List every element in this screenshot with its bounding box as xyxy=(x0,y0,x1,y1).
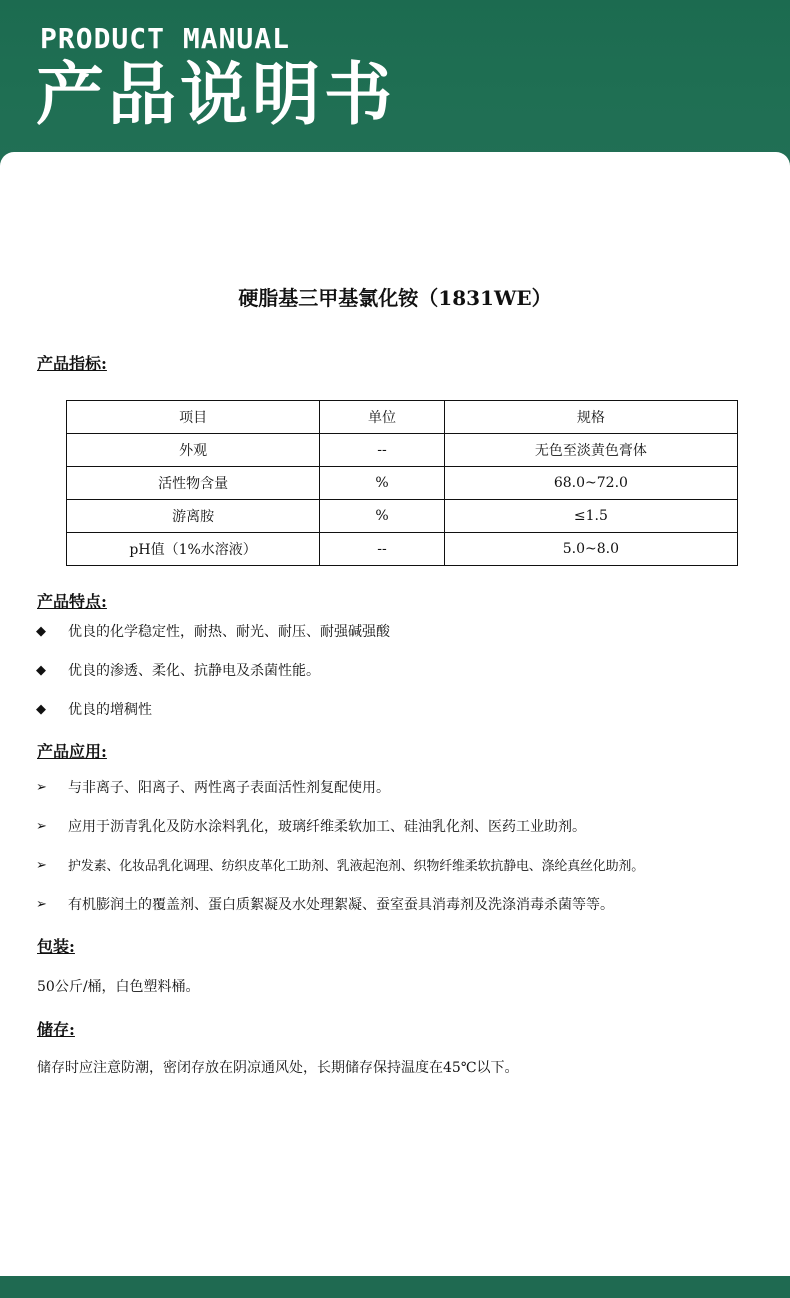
list-item-text: 护发素、化妆品乳化调理、纺织皮革化工助剂、乳液起泡剂、织物纤维柔软抗静电、涤纶真丝化助剂。 xyxy=(68,859,645,874)
header-banner xyxy=(0,0,790,160)
list-item-text: 优良的增稠性 xyxy=(68,702,152,718)
table-row xyxy=(67,434,738,467)
list-item-text: 优良的化学稳定性，耐热、耐光、耐压、耐强碱强酸 xyxy=(68,624,390,640)
table-cell: -- xyxy=(320,434,445,467)
table-header-cell: 规格 xyxy=(444,401,737,434)
table-row xyxy=(67,500,738,533)
table-header-cell: 项目 xyxy=(67,401,320,434)
table-header-row xyxy=(67,401,738,434)
diamond-bullet-icon: ◆ xyxy=(36,702,46,717)
list-item xyxy=(36,855,644,894)
table-cell: 68.0~72.0 xyxy=(444,467,737,500)
table-header-cell: 单位 xyxy=(320,401,445,434)
list-item xyxy=(36,816,644,855)
indicators-table xyxy=(66,400,738,566)
packaging-heading: 包装: xyxy=(37,937,75,956)
list-item-text: 应用于沥青乳化及防水涂料乳化，玻璃纤维柔软加工、硅油乳化剂、医药工业助剂。 xyxy=(68,819,586,835)
arrow-bullet-icon: ➢ xyxy=(36,897,47,912)
arrow-bullet-icon: ➢ xyxy=(36,858,47,873)
features-list xyxy=(36,621,390,738)
list-item-text: 有机膨润土的覆盖剂、蛋白质絮凝及水处理絮凝、蚕室蚕具消毒剂及洗涤消毒杀菌等等。 xyxy=(68,897,614,913)
arrow-bullet-icon: ➢ xyxy=(36,819,47,834)
diamond-bullet-icon: ◆ xyxy=(36,663,46,678)
list-item xyxy=(36,777,644,816)
list-item xyxy=(36,894,644,933)
table-cell: ≤1.5 xyxy=(444,500,737,533)
table-row xyxy=(67,533,738,566)
list-item xyxy=(36,621,390,660)
arrow-bullet-icon: ➢ xyxy=(36,780,47,795)
storage-text: 储存时应注意防潮，密闭存放在阴凉通风处，长期储存保持温度在45℃以下。 xyxy=(37,1060,519,1076)
storage-heading: 储存: xyxy=(37,1020,75,1039)
list-item xyxy=(36,699,390,738)
table-cell: -- xyxy=(320,533,445,566)
header-title-en: PRODUCT MANUAL xyxy=(40,22,291,55)
table-row xyxy=(67,467,738,500)
table-cell: % xyxy=(320,500,445,533)
diamond-bullet-icon: ◆ xyxy=(36,624,46,639)
applications-heading: 产品应用: xyxy=(37,742,107,761)
indicators-heading: 产品指标: xyxy=(37,354,107,373)
list-item-text: 与非离子、阳离子、两性离子表面活性剂复配使用。 xyxy=(68,780,390,796)
table-cell: 5.0~8.0 xyxy=(444,533,737,566)
header-title-cn: 产品说明书 xyxy=(36,56,397,135)
features-heading: 产品特点: xyxy=(37,592,107,611)
table-cell: 外观 xyxy=(67,434,320,467)
document-title: 硬脂基三甲基氯化铵（1831WE） xyxy=(238,286,552,310)
table-cell: 游离胺 xyxy=(67,500,320,533)
table-cell: 活性物含量 xyxy=(67,467,320,500)
table-cell: % xyxy=(320,467,445,500)
table-cell: pH值（1%水溶液） xyxy=(67,533,320,566)
list-item xyxy=(36,660,390,699)
table-cell: 无色至淡黄色膏体 xyxy=(444,434,737,467)
list-item-text: 优良的渗透、柔化、抗静电及杀菌性能。 xyxy=(68,663,320,679)
applications-list xyxy=(36,777,644,933)
footer-bar xyxy=(0,1276,790,1298)
packaging-text: 50公斤/桶，白色塑料桶。 xyxy=(37,979,200,995)
